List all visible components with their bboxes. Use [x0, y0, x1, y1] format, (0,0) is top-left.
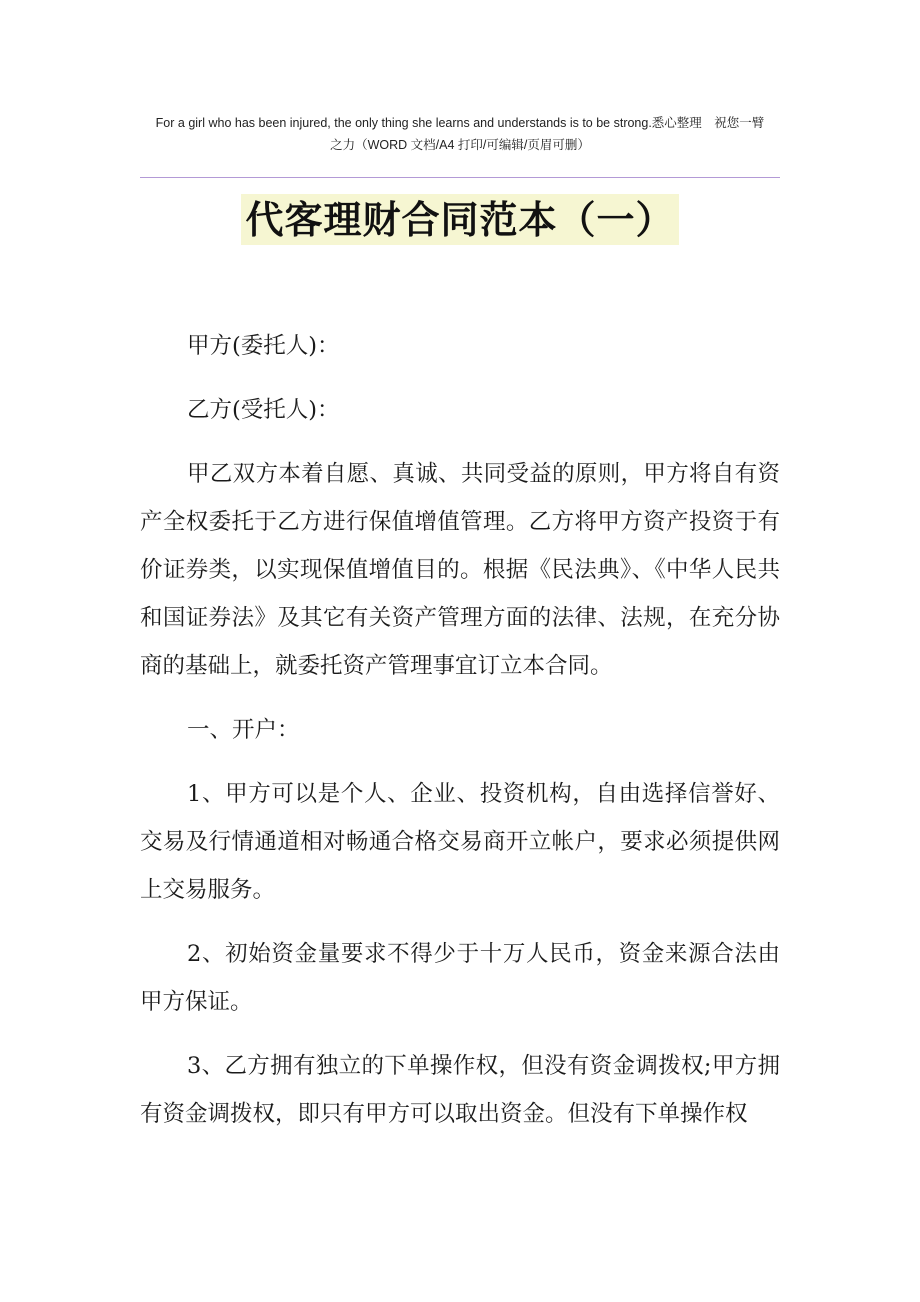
document-title: 代客理财合同范本（一） [241, 194, 678, 245]
clause-1: 1、甲方可以是个人、企业、投资机构，自由选择信誉好、交易及行情通道相对畅通合格交易商开立帐户，要求必须提供网上交易服务。 [140, 781, 780, 903]
title-container [0, 194, 920, 245]
header-line-2: 之力（WORD 文档/A4 打印/可编辑/页眉可删） [330, 138, 590, 152]
header-line-1: For a girl who has been injured, the only thing she learns and understands is to be strong.悉心整理 祝您一臂 [155, 116, 765, 130]
clause-3: 3、乙方拥有独立的下单操作权，但没有资金调拨权;甲方拥有资金调拨权，即只有甲方可以取出资金。但没有下单操作权 [140, 1053, 780, 1127]
preamble-paragraph: 甲乙双方本着自愿、真诚、共同受益的原则，甲方将自有资产全权委托于乙方进行保值增值管理。乙方将甲方资产投资于有价证券类，以实现保值增值目的。根据《民法典》、《中华人民共和国证券法》及其它有关资产管理方面的法律、法规，在充分协商的基础上，就委托资产管理事宜订立本合同。 [140, 461, 780, 679]
clause-2: 2、初始资金量要求不得少于十万人民币，资金来源合法由甲方保证。 [140, 941, 780, 1015]
party-a-line: 甲方(委托人)： [187, 333, 340, 359]
party-b-line: 乙方(受托人)： [187, 397, 340, 423]
section-heading-account-opening: 一、开户： [187, 717, 300, 743]
page-header [140, 112, 780, 156]
document-body [140, 322, 780, 1138]
header-divider [140, 177, 780, 178]
